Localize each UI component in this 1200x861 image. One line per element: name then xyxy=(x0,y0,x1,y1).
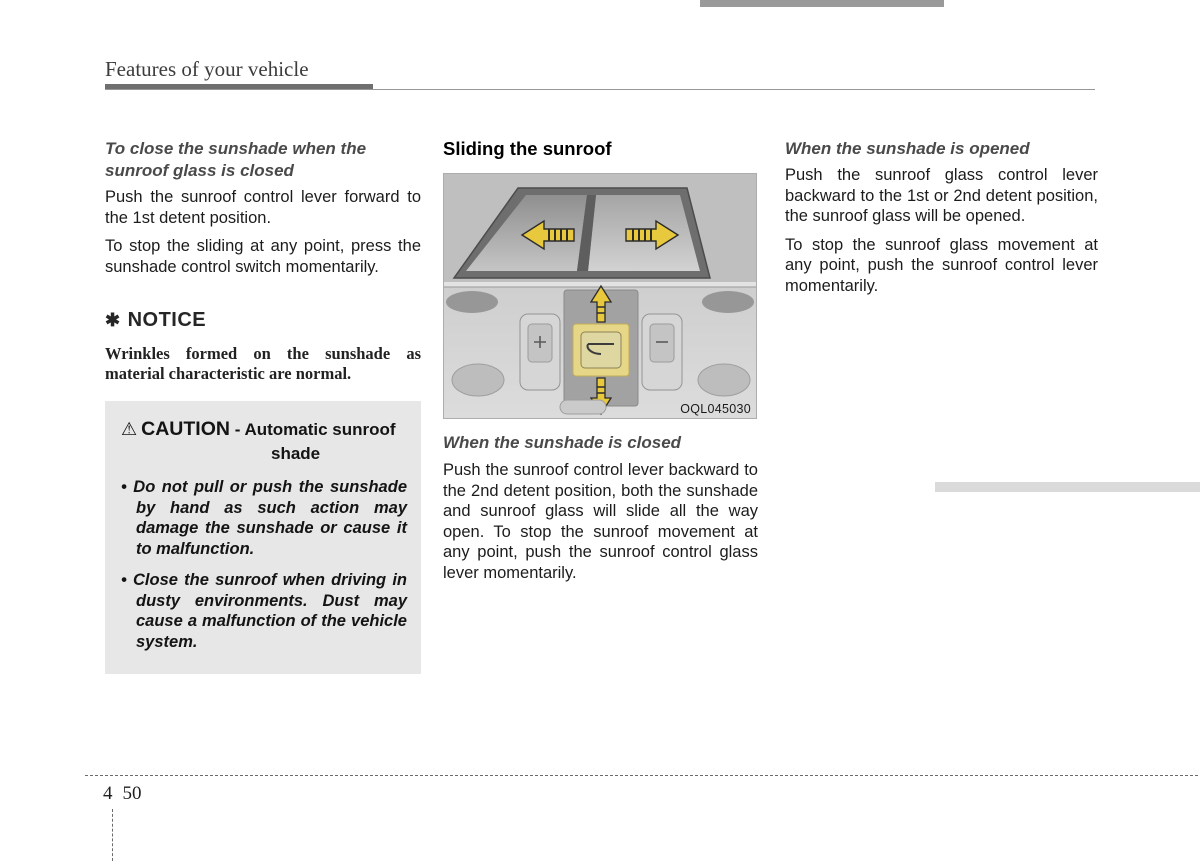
middle-column xyxy=(443,138,758,591)
caution-bullet: • Close the sunroof when driving in dusty environments. Dust may cause a malfunction of the vehicle system. xyxy=(121,570,407,652)
notice-asterisk-icon: ✱ xyxy=(105,310,121,330)
caution-subtitle: - Automatic sunroof shade xyxy=(234,420,396,463)
paragraph: Push the sunroof control lever forward to the 1st detent position. xyxy=(105,188,421,227)
redacted-bar-top xyxy=(700,0,944,7)
sunroof-console-drawing xyxy=(444,174,756,418)
caution-heading-label: CAUTION xyxy=(141,418,230,440)
right-column xyxy=(785,138,1098,304)
section-heading-close-sunshade: To close the sunshade when the sunroof glass is closed xyxy=(105,139,367,180)
console-recess-left xyxy=(446,291,498,313)
dome-light-left xyxy=(452,364,504,396)
dome-light-right xyxy=(698,364,750,396)
paragraph: To stop the sliding at any point, press the sunshade control switch momentarily. xyxy=(105,237,421,276)
sunroof-illustration xyxy=(443,173,757,419)
map-light-button-right-cap xyxy=(650,324,674,362)
caution-bullet-list xyxy=(121,477,407,652)
console-ledge xyxy=(444,282,756,287)
footer-dashed-tick xyxy=(112,809,113,861)
warning-triangle-icon: ⚠ xyxy=(121,419,138,439)
notice-heading xyxy=(105,309,421,332)
footer-dashed-rule xyxy=(85,775,1198,776)
footer-chapter-number: 4 xyxy=(103,783,113,804)
sunroof-switch-button[interactable] xyxy=(581,332,621,368)
notice-heading-label: NOTICE xyxy=(127,309,207,331)
footer-page-value: 50 xyxy=(122,783,142,804)
redacted-bar-right xyxy=(935,482,1200,492)
caution-bullet: • Do not pull or push the sunshade by hand as such action may damage the sunshade or cause it to malfunction. xyxy=(121,477,407,559)
section-heading-sunshade-closed: When the sunshade is closed xyxy=(443,433,682,452)
left-column xyxy=(105,138,421,674)
notice-body: Wrinkles formed on the sunshade as material characteristic are normal. xyxy=(105,344,421,383)
image-code-label: OQL045030 xyxy=(680,402,751,416)
section-heading-sunshade-opened: When the sunshade is opened xyxy=(785,139,1030,158)
paragraph: Push the sunroof control lever backward to the 2nd detent position, both the sunshade and sunroof glass will slide all the way open. To stop the sunroof movement at any point, push the sunroof control glass lever momentarily. xyxy=(443,461,758,582)
caution-heading xyxy=(121,417,407,466)
section-heading-sliding-sunroof: Sliding the sunroof xyxy=(443,138,612,159)
bottom-trim-pill xyxy=(560,400,606,414)
paragraph: To stop the sunroof glass movement at any point, push the sunroof control lever momentarily. xyxy=(785,235,1098,295)
header-thin-rule xyxy=(105,89,1095,90)
paragraph: Push the sunroof glass control lever backward to the 1st or 2nd detent position, the sunroof glass will be opened. xyxy=(785,166,1098,225)
console-recess-right xyxy=(702,291,754,313)
caution-box xyxy=(105,401,421,674)
page-header-title: Features of your vehicle xyxy=(105,57,309,81)
footer-page-number xyxy=(103,783,142,805)
